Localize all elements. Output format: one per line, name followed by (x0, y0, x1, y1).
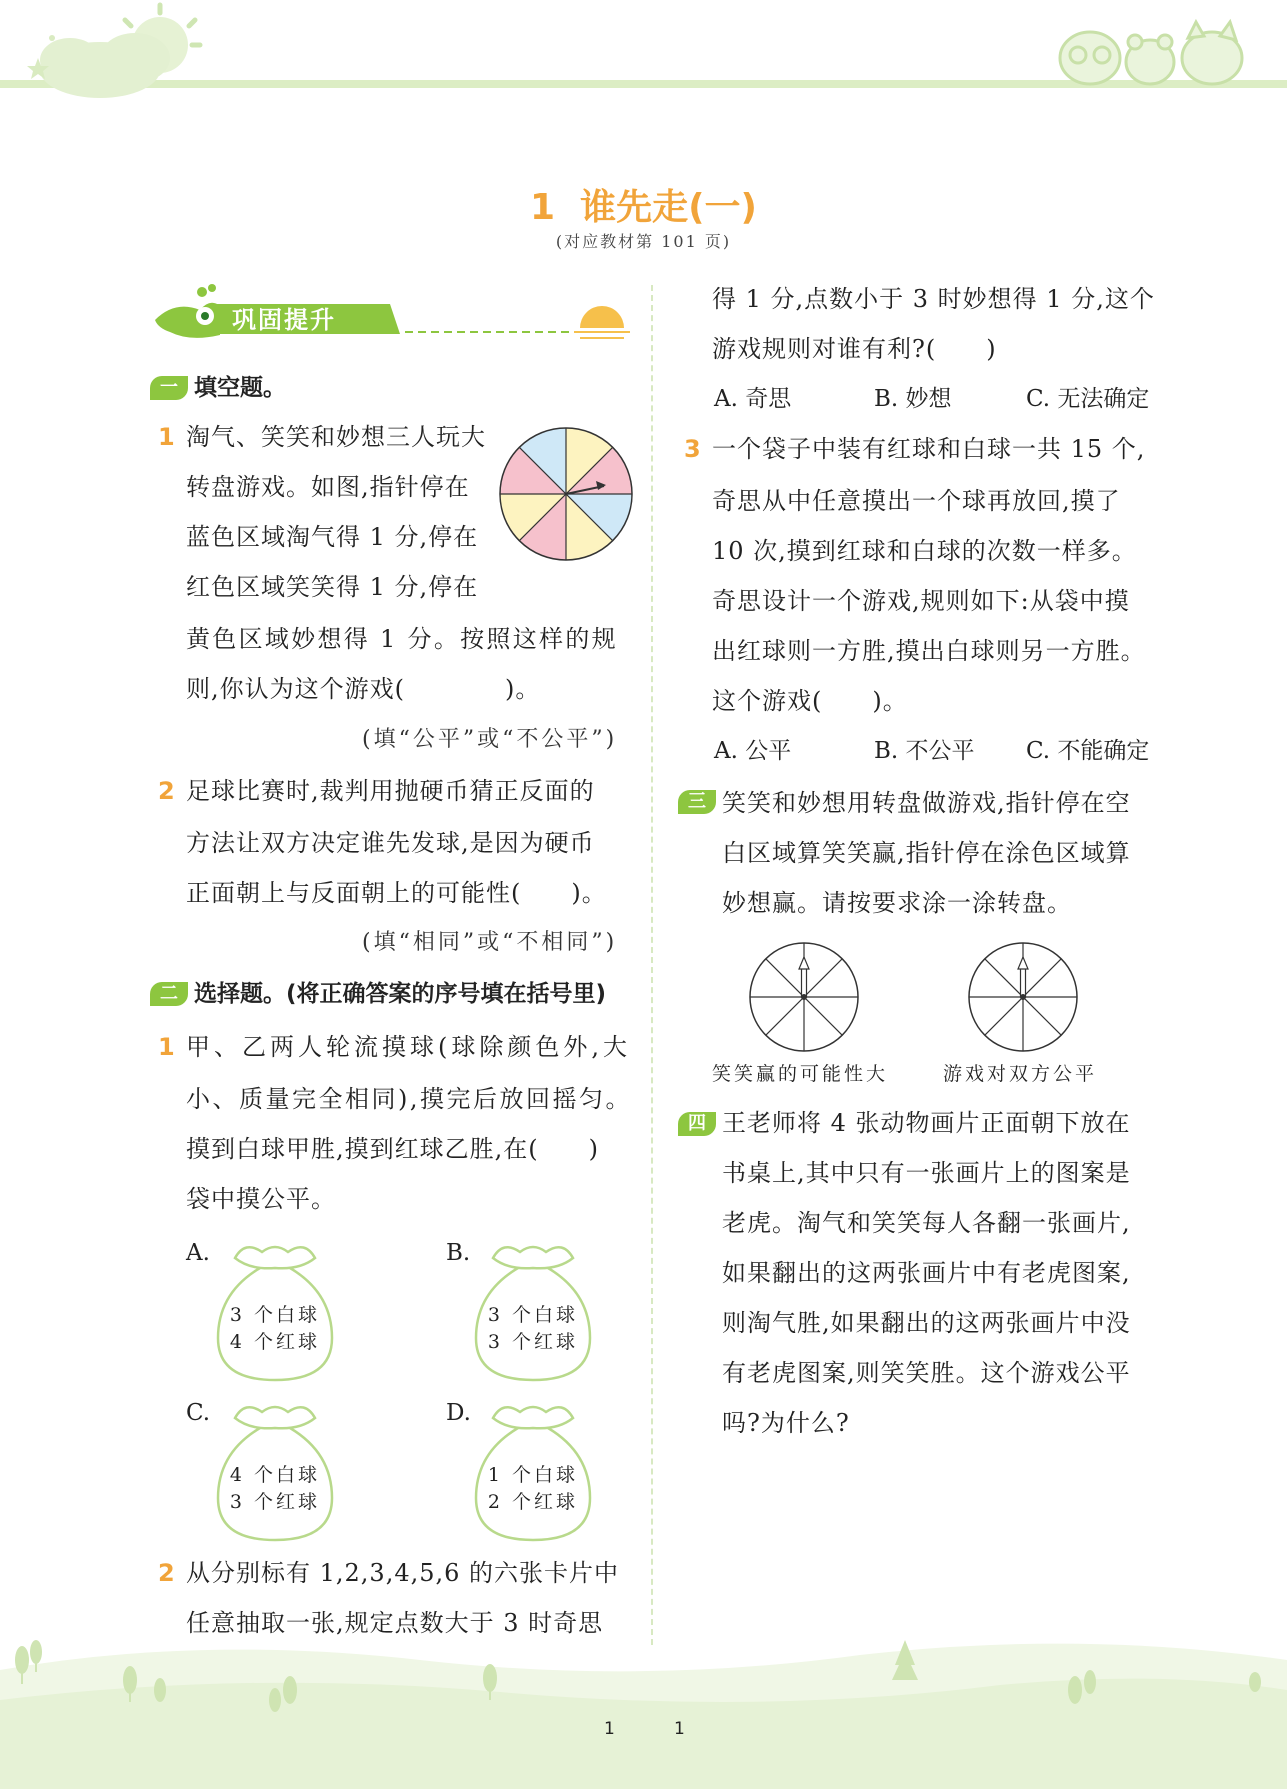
section1-title: 填空题。 (194, 375, 286, 401)
q1-2-hint: (填“相同”或“不相同”) (362, 930, 618, 955)
spinner-2-caption: 游戏对双方公平 (943, 1063, 1098, 1085)
bag-d-white: 1 个白球 (487, 1464, 579, 1486)
q1-1-line-5: 黄色区域妙想得 1 分。按照这样的规 (186, 625, 618, 653)
page-number-left: 1 (604, 1719, 615, 1739)
q2-3-option-b: B. 不公平 (874, 738, 975, 764)
q1-2-line-3: 正面朝上与反面朝上的可能性( )。 (186, 879, 607, 907)
q2-2-line-1: 从分别标有 1,2,3,4,5,6 的六张卡片中 (186, 1559, 620, 1587)
q2-2-option-c: C. 无法确定 (1026, 386, 1150, 412)
q2-3-number: 3 (684, 435, 701, 463)
q3-line-3: 妙想赢。请按要求涂一涂转盘。 (722, 889, 1072, 917)
q2-2-line-4: 游戏规则对谁有利?( ) (712, 335, 997, 363)
q2-3-line-4: 奇思设计一个游戏,规则如下:从袋中摸 (712, 587, 1130, 615)
banner-label: 巩固提升 (232, 306, 336, 334)
section4-badge: 四 (678, 1112, 716, 1136)
bag-c-white: 4 个白球 (229, 1464, 321, 1486)
q2-3-line-2: 奇思从中任意摸出一个球再放回,摸了 (712, 487, 1121, 515)
q1-2-number: 2 (158, 777, 175, 805)
q4-line-4: 如果翻出的这两张画片中有老虎图案, (722, 1259, 1131, 1287)
q1-1-line-4: 红色区域笑笑得 1 分,停在 (186, 573, 479, 601)
q1-1-line-6: 则,你认为这个游戏( )。 (186, 675, 541, 703)
q2-2-option-a: A. 奇思 (714, 386, 792, 412)
cloud-icon (40, 33, 170, 98)
page-title: 1 谁先走(一) (529, 187, 758, 228)
q1-1-line-1: 淘气、笑笑和妙想三人玩大 (186, 423, 486, 451)
section-banner (150, 280, 630, 350)
q1-1-line-2: 转盘游戏。如图,指针停在 (186, 473, 470, 501)
sunset-icon (574, 306, 630, 338)
q1-1-line-3: 蓝色区域淘气得 1 分,停在 (186, 523, 479, 551)
q4-line-1: 王老师将 4 张动物画片正面朝下放在 (722, 1109, 1131, 1137)
blank-spinner-1[interactable] (747, 940, 861, 1054)
section3-badge: 三 (678, 790, 716, 814)
bag-a-red: 4 个红球 (229, 1331, 321, 1353)
q2-3-line-6: 这个游戏( )。 (712, 687, 908, 715)
q4-line-7: 吗?为什么? (722, 1409, 850, 1437)
q2-3-option-c: C. 不能确定 (1026, 738, 1150, 764)
header-decoration (0, 0, 1287, 120)
q2-2-number: 2 (158, 1559, 175, 1587)
bag-c-red: 3 个红球 (229, 1491, 321, 1513)
bag-d-red: 2 个红球 (487, 1491, 579, 1513)
bag-d-letter: D. (446, 1400, 471, 1426)
bag-c-letter: C. (186, 1400, 211, 1426)
column-divider (651, 285, 653, 1645)
q4-line-5: 则淘气胜,如果翻出的这两张画片中没 (722, 1309, 1131, 1337)
q4-line-3: 老虎。淘气和笑笑每人各翻一张画片, (722, 1209, 1131, 1237)
bag-b-letter: B. (446, 1240, 471, 1266)
blank-spinner-2[interactable] (966, 940, 1080, 1054)
color-spinner (496, 424, 636, 564)
q2-2-line-2: 任意抽取一张,规定点数大于 3 时奇思 (186, 1609, 604, 1637)
section2-badge: 二 (150, 982, 188, 1006)
q2-2-option-b: B. 妙想 (874, 386, 952, 412)
q2-2-line-3: 得 1 分,点数小于 3 时妙想得 1 分,这个 (712, 285, 1155, 313)
q2-3-line-3: 10 次,摸到红球和白球的次数一样多。 (712, 537, 1137, 565)
page-subtitle: (对应教材第 101 页) (555, 232, 732, 251)
q2-1-line-3: 摸到白球甲胜,摸到红球乙胜,在( ) (186, 1135, 599, 1163)
q2-1-number: 1 (158, 1033, 175, 1061)
q1-1-hint: (填“公平”或“不公平”) (362, 727, 618, 752)
q2-3-line-5: 出红球则一方胜,摸出白球则另一方胜。 (712, 637, 1146, 665)
bag-b-white: 3 个白球 (487, 1304, 579, 1326)
section2-title: 选择题。(将正确答案的序号填在括号里) (194, 981, 607, 1007)
q2-1-line-2: 小、质量完全相同),摸完后放回摇匀。 (186, 1085, 632, 1113)
spinner-1-caption: 笑笑赢的可能性大 (712, 1063, 889, 1085)
q4-line-6: 有老虎图案,则笑笑胜。这个游戏公平 (722, 1359, 1131, 1387)
section1-badge: 一 (150, 376, 188, 400)
q2-1-line-4: 袋中摸公平。 (186, 1185, 336, 1213)
bag-a-white: 3 个白球 (229, 1304, 321, 1326)
page-number-right: 1 (674, 1719, 685, 1739)
q1-2-line-2: 方法让双方决定谁先发球,是因为硬币 (186, 829, 595, 857)
animals-icon (1060, 22, 1242, 84)
q2-3-option-a: A. 公平 (714, 738, 792, 764)
q4-line-2: 书桌上,其中只有一张画片上的图案是 (722, 1159, 1131, 1187)
q1-2-line-1: 足球比赛时,裁判用抛硬币猜正反面的 (186, 777, 595, 805)
q2-3-line-1: 一个袋子中装有红球和白球一共 15 个, (712, 435, 1146, 463)
footer-landscape (0, 1630, 1287, 1789)
q3-line-1: 笑笑和妙想用转盘做游戏,指针停在空 (722, 789, 1131, 817)
bag-b-red: 3 个红球 (487, 1331, 579, 1353)
bag-a-letter: A. (186, 1240, 210, 1266)
q3-line-2: 白区域算笑笑赢,指针停在涂色区域算 (722, 839, 1131, 867)
whale-icon (155, 284, 220, 338)
q2-1-line-1: 甲、乙两人轮流摸球(球除颜色外,大 (186, 1033, 631, 1061)
q1-1-number: 1 (158, 423, 175, 451)
